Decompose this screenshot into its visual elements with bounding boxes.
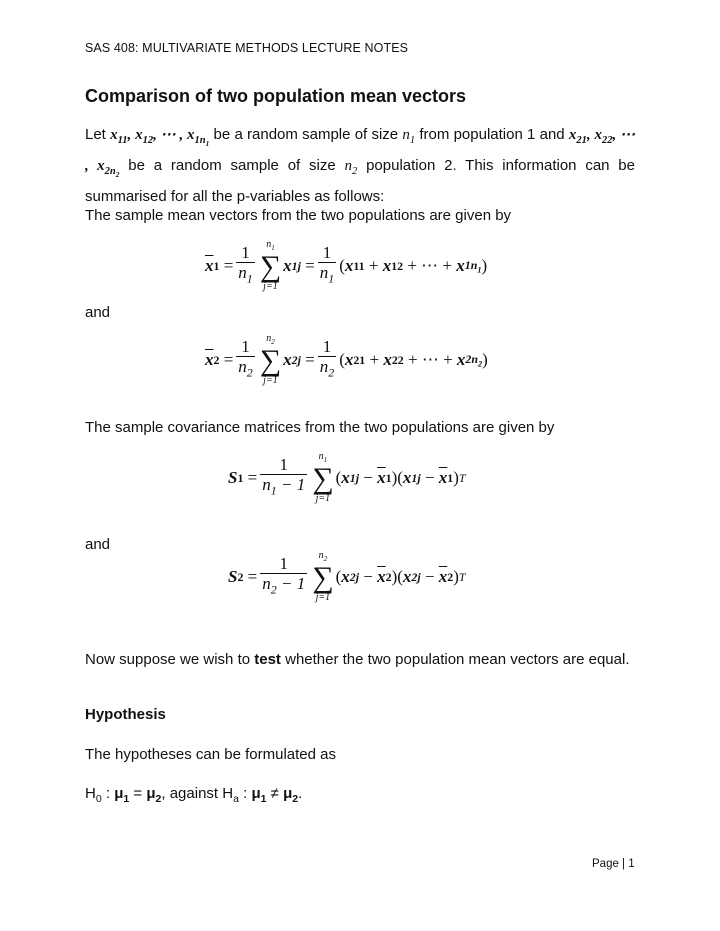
intro-paragraph: Let $x_{11}$, $x_{12}$, ⋯ , $x_{1n_1}$ be a random sample of size $n_1$ from population 1 and $x_{21}$, $x_{22}$, ⋯ , $x_{2n_2}$ be a random sample of size $n_2$ population 2. This information can be summarised for all the p-variables as follows:	[85, 126, 636, 206]
and-text-1: and	[85, 304, 111, 321]
mean-vector-1-equation: $\overline{x}$ 1 = $\frac{1}{n_1}$ $n_1$ ∑ j=1 x 1j = $\frac{1}{n_1}$ ( x 11 + x 12 + ⋯ + x $1n_1$ )	[205, 239, 488, 292]
page-title: Comparison of two population mean vectors	[85, 86, 467, 106]
and-text-2: and	[85, 536, 111, 553]
sample-1-notation: $x_{11}$, $x_{12}$, ⋯ , $x_{1n_1}$	[110, 127, 210, 149]
n1-symbol: $n_1$	[402, 127, 416, 146]
sample-2-notation: $x_{21}$, $x_{22}$, ⋯ , $x_{2n_2}$	[85, 127, 636, 180]
covariance-1-equation: S 1 = $\frac{1}{n_1 - 1}$ $n_1$ ∑ j=1 ( x 1j − $\overline{x}$ 1 )( x 1j − $\overline{x}$ 1 ) T	[228, 451, 466, 504]
n2-symbol: $n_2$	[344, 158, 358, 178]
hypothesis-statement: $H_0$ : $\mu_1 = \mu_2$, against $H_a$ : $\mu_1 \ne \mu_2$.	[85, 785, 303, 805]
hypothesis-heading: Hypothesis	[85, 706, 166, 723]
sample-mean-intro: The sample mean vectors from the two populations are given by	[85, 207, 512, 224]
page-number-footer: Page | 1	[592, 858, 635, 870]
test-paragraph: Now suppose we wish to test whether the two population mean vectors are equal.	[85, 651, 630, 668]
page-header: SAS 408: MULTIVARIATE METHODS LECTURE NOTES	[85, 41, 409, 55]
mean-vector-2-equation: $\overline{x}$ 2 = $\frac{1}{n_2}$ $n_2$ ∑ j=1 x 2j = $\frac{1}{n_2}$ ( x 21 + x 22 + ⋯ + x $2n_2$ )	[205, 333, 488, 386]
covariance-intro: The sample covariance matrices from the two populations are given by	[85, 419, 555, 436]
hypotheses-intro: The hypotheses can be formulated as	[85, 746, 336, 763]
covariance-2-equation: S 2 = $\frac{1}{n_2 - 1}$ $n_2$ ∑ j=1 ( x 2j − $\overline{x}$ 2 )( x 2j − $\overline{x}$ 2 ) T	[228, 550, 466, 603]
